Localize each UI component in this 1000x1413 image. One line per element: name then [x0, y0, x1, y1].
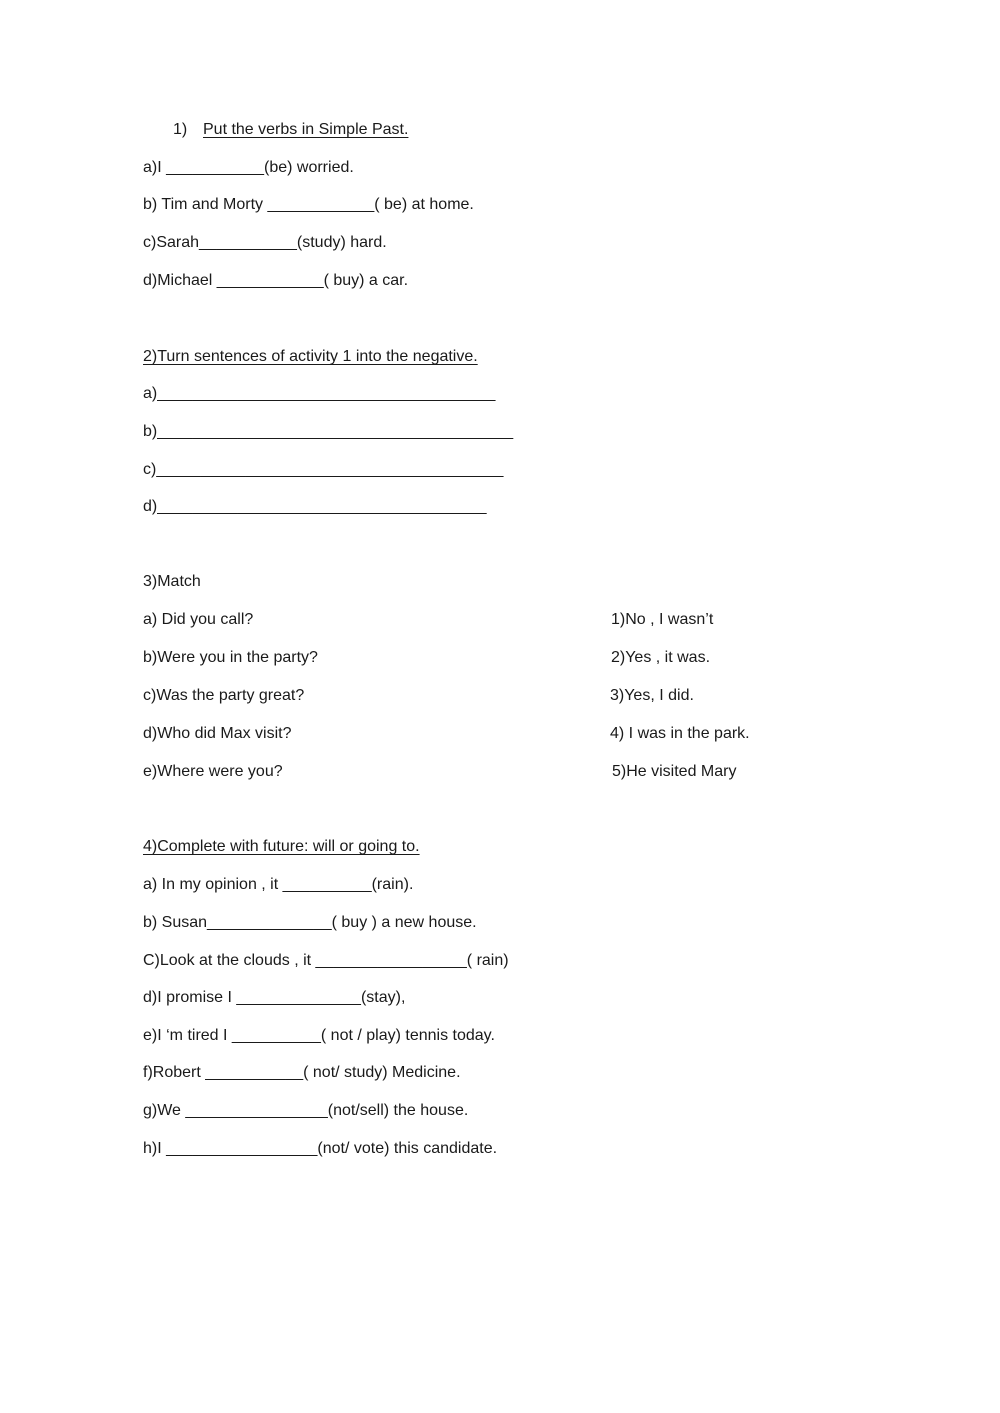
match-question-e: e)Where were you?: [143, 763, 283, 780]
section4-item-g: g)We ________________(not/sell) the house.: [143, 1102, 469, 1119]
section1-item-a: a)I ___________(be) worried.: [143, 159, 354, 176]
match-answer-4: 4) I was in the park.: [610, 725, 750, 742]
section1-title: Put the verbs in Simple Past.: [203, 121, 409, 138]
section1-item-b: b) Tim and Morty ____________( be) at home.: [143, 196, 474, 213]
section4-item-a: a) In my opinion , it __________(rain).: [143, 876, 414, 893]
match-question-a: a) Did you call?: [143, 611, 254, 628]
section2-title: 2)Turn sentences of activity 1 into the negative.: [143, 348, 478, 365]
match-question-d: d)Who did Max visit?: [143, 725, 292, 742]
section4-item-h: h)I _________________(not/ vote) this candidate.: [143, 1140, 498, 1157]
section4-item-d: d)I promise I ______________(stay),: [143, 989, 406, 1006]
section2-item-a: a)______________________________________: [143, 385, 496, 402]
section1-item-c: c)Sarah___________(study) hard.: [143, 234, 387, 251]
match-answer-3: 3)Yes, I did.: [610, 687, 694, 704]
section1-item-d: d)Michael ____________( buy) a car.: [143, 272, 409, 289]
section4-item-c: C)Look at the clouds , it _________________( rain): [143, 952, 509, 969]
section4-item-e: e)I ‘m tired I __________( not / play) tennis today.: [143, 1027, 495, 1044]
match-question-c: c)Was the party great?: [143, 687, 305, 704]
section2-item-d: d)_____________________________________: [143, 498, 487, 515]
match-answer-1: 1)No , I wasn’t: [611, 611, 714, 628]
match-answer-2: 2)Yes , it was.: [611, 649, 711, 666]
section3-title: 3)Match: [143, 573, 201, 590]
section4-title: 4)Complete with future: will or going to.: [143, 838, 420, 855]
match-answer-5: 5)He visited Mary: [612, 763, 737, 780]
section4-item-b: b) Susan______________( buy ) a new house.: [143, 914, 477, 931]
section1-number: 1): [173, 121, 188, 138]
section2-item-c: c)_______________________________________: [143, 461, 504, 478]
match-question-b: b)Were you in the party?: [143, 649, 318, 666]
section2-item-b: b)________________________________________: [143, 423, 514, 440]
section4-item-f: f)Robert ___________( not/ study) Medicine.: [143, 1064, 461, 1081]
